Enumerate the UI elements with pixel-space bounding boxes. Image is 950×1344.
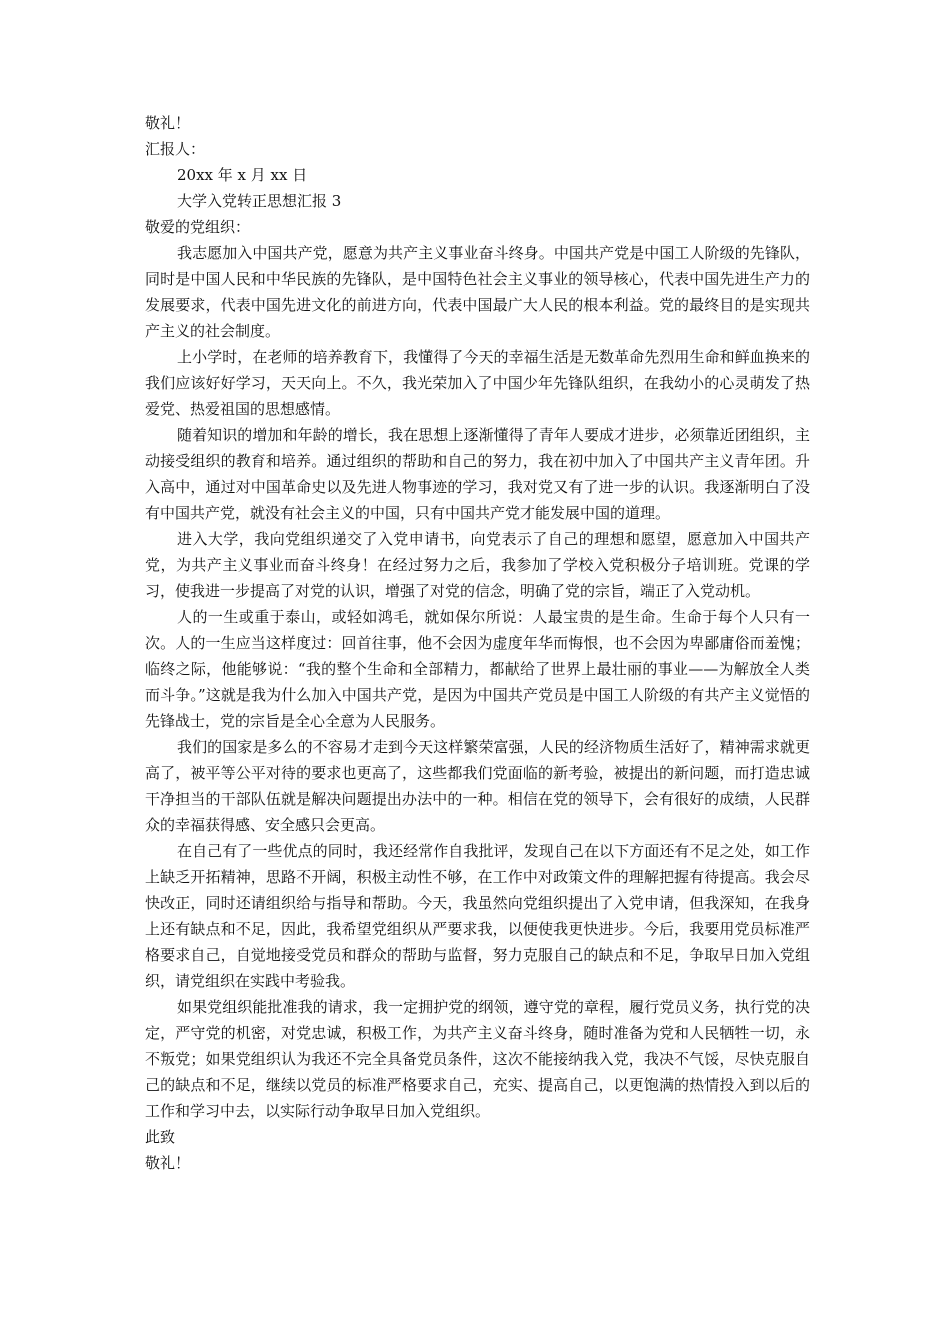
greeting: 敬爱的党组织： <box>145 218 251 236</box>
paragraph: 如果党组织能批准我的请求，我一定拥护党的纲领，遵守党的章程，履行党员义务，执行党的决定，严守党的机密，对党忠诚，积极工作，为共产主义奋斗终身，随时准备为党和人民牺牲一切，永不叛党；如果党组织认为我还不完全具备党员条件，这次不能接纳我入党，我决不气馁，尽快克服自己的缺点和不足，继续以党员的标准严格要求自己，充实、提高自己，以更饱满的热情投入到以后的工作和学习中去，以实际行动争取早日加入党组织。 <box>145 998 810 1120</box>
paragraph: 我志愿加入中国共产党，愿意为共产主义事业奋斗终身。中国共产党是中国工人阶级的先锋队，同时是中国人民和中华民族的先锋队，是中国特色社会主义事业的领导核心，代表中国先进生产力的发展要求，代表中国先进文化的前进方向，代表中国最广大人民的根本利益。党的最终目的是实现共产主义的社会制度。 <box>145 244 810 340</box>
paragraph: 在自己有了一些优点的同时，我还经常作自我批评，发现自己在以下方面还有不足之处，如工作上缺乏开拓精神，思路不开阔，积极主动性不够，在工作中对政策文件的理解把握有待提高。我会尽快改正，同时还请组织给与指导和帮助。今天，我虽然向党组织提出了入党申请，但我深知，在我身上还有缺点和不足，因此，我希望党组织从严要求我，以便使我更快进步。今后，我要用党员标准严格要求自己，自觉地接受党员和群众的帮助与监督，努力克服自己的缺点和不足，争取早日加入党组织，请党组织在实践中考验我。 <box>145 842 810 990</box>
salute: 敬礼！ <box>145 1154 191 1172</box>
paragraph: 我们的国家是多么的不容易才走到今天这样繁荣富强，人民的经济物质生活好了，精神需求就更高了，被平等公平对待的要求也更高了，这些都我们党面临的新考验，被提出的新问题，而打造忠诚干净担当的干部队伍就是解决问题提出办法中的一种。相信在党的领导下，会有很好的成绩，人民群众的幸福获得感、安全感只会更高。 <box>145 738 810 834</box>
paragraph: 随着知识的增加和年龄的增长，我在思想上逐渐懂得了青年人要成才进步，必须靠近团组织，主动接受组织的教育和培养。通过组织的帮助和自己的努力，我在初中加入了中国共产主义青年团。升入高中，通过对中国革命史以及先进人物事迹的学习，我对党又有了进一步的认识。我逐渐明白了没有中国共产党，就没有社会主义的中国，只有中国共产党才能发展中国的道理。 <box>145 426 810 522</box>
paragraph: 上小学时，在老师的培养教育下，我懂得了今天的幸福生活是无数革命先烈用生命和鲜血换来的我们应该好好学习，天天向上。不久，我光荣加入了中国少年先锋队组织，在我幼小的心灵萌发了热爱党、热爱祖国的思想感情。 <box>145 348 810 418</box>
paragraph: 人的一生或重于泰山，或轻如鸿毛，就如保尔所说：人最宝贵的是生命。生命于每个人只有一次。人的一生应当这样度过：回首往事，他不会因为虚度年华而悔恨，也不会因为卑鄙庸俗而羞愧；临终之际，他能够说：“我的整个生命和全部精力，都献给了世界上最壮丽的事业——为解放全人类而斗争。”这就是我为什么加入中国共产党，是因为中国共产党员是中国工人阶级的有共产主义觉悟的先锋战士，党的宗旨是全心全意为人民服务。 <box>145 608 810 730</box>
closing: 此致 <box>145 1128 176 1146</box>
reporter-label: 汇报人： <box>145 140 206 158</box>
document-title: 大学入党转正思想汇报 3 <box>177 192 342 210</box>
document-page <box>145 110 810 1176</box>
report-date: 20xx 年 x 月 xx 日 <box>177 166 308 184</box>
paragraph: 进入大学，我向党组织递交了入党申请书，向党表示了自己的理想和愿望，愿意加入中国共产党，为共产主义事业而奋斗终身！在经过努力之后，我参加了学校入党积极分子培训班。党课的学习，使我进一步提高了对党的认识，增强了对党的信念，明确了党的宗旨，端正了入党动机。 <box>145 530 810 600</box>
previous-salute: 敬礼！ <box>145 114 191 132</box>
